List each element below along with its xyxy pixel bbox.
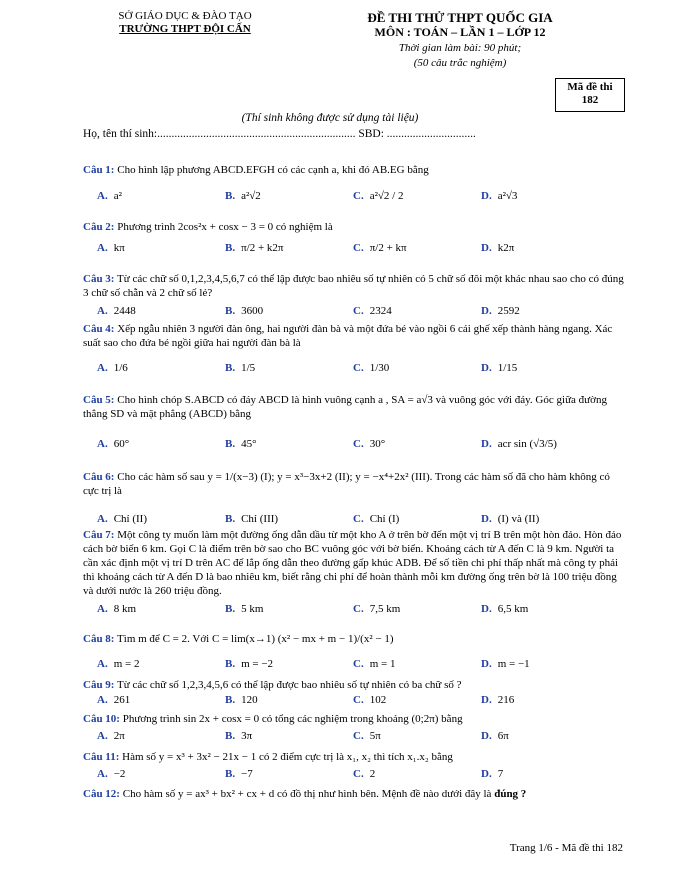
- option-b[interactable]: B. 45°: [225, 438, 257, 450]
- option-d[interactable]: D. 1/15: [481, 362, 518, 374]
- question-number: Câu 1:: [83, 164, 115, 176]
- question-6-options: [97, 513, 627, 529]
- exam-duration: Thời gian làm bài: 90 phút;: [398, 42, 522, 54]
- option-a[interactable]: A. 2448: [97, 305, 136, 317]
- exam-title: ĐỀ THI THỬ THPT QUỐC GIA: [367, 10, 553, 25]
- option-b[interactable]: B. Chỉ (III): [225, 513, 279, 525]
- option-d[interactable]: D. a²√3: [481, 190, 518, 202]
- question-number: Câu 4:: [83, 323, 115, 335]
- question-emphasis: đúng ?: [494, 788, 527, 800]
- exam-code-box: [555, 78, 625, 112]
- question-text: Cho hình chóp S.ABCD có đáy ABCD là hình vuông cạnh a , SA = a√3 và vuông góc với đáy. Góc giữa đường thẳng SD và mặt phẳng (ABCD) bằng: [83, 394, 607, 420]
- question-10: [83, 712, 627, 726]
- question-text: Phương trình sin 2x + cosx = 0 có tổng các nghiệm trong khoảng (0;2π) bằng: [122, 713, 463, 725]
- question-4: [83, 322, 627, 350]
- option-d[interactable]: D. (I) và (II): [481, 513, 540, 525]
- question-11: [83, 750, 627, 764]
- question-number: Câu 5:: [83, 394, 115, 406]
- option-b[interactable]: B. a²√2: [225, 190, 261, 202]
- option-b[interactable]: B. 120: [225, 694, 258, 706]
- option-a[interactable]: A. kπ: [97, 242, 125, 254]
- question-1-options: [97, 190, 627, 206]
- question-12: [83, 787, 627, 801]
- option-c[interactable]: C. 2324: [353, 305, 392, 317]
- question-5: [83, 393, 627, 421]
- question-11-options: [97, 768, 627, 784]
- option-c[interactable]: C. π/2 + kπ: [353, 242, 407, 254]
- question-number: Câu 3:: [83, 273, 115, 285]
- exam-code-value: 182: [581, 94, 599, 106]
- option-b[interactable]: B. 3π: [225, 730, 253, 742]
- question-2-options: [97, 242, 627, 258]
- option-a[interactable]: A. −2: [97, 768, 126, 780]
- option-c[interactable]: C. Chỉ (I): [353, 513, 400, 525]
- org-line-2: TRƯỜNG THPT ĐỘI CẤN: [119, 23, 251, 35]
- option-a[interactable]: A. 2π: [97, 730, 125, 742]
- question-4-options: [97, 362, 627, 378]
- question-text: Cho hình lập phương ABCD.EFGH có các cạnh a, khi đó AB.EG bằng: [117, 164, 429, 176]
- question-number: Câu 8:: [83, 633, 115, 645]
- option-d[interactable]: D. 6,5 km: [481, 603, 529, 615]
- question-text: Phương trình 2cos²x + cosx − 3 = 0 có nghiệm là: [117, 221, 333, 233]
- question-text: Một công ty muốn làm một đường ống dẫn dầu từ một kho A ở trên bờ đến một vị trí B trên một hòn đảo. Hòn đảo cách bờ biển 6 km. Gọi C là điểm trên bờ sao cho BC vuông góc với bờ biển. Khoảng cách từ A đến C là 9 km. Người ta cần xác định một vị trí D trên AC để lắp ống dẫn theo đường gấp khúc ADB. Để số tiền chi phí thấp nhất mà công ty phải thì khoảng cách từ A đến D là bao nhiêu km, biết rằng chi phí để hoàn thành mỗi km đường ống trên bờ là 100 triệu đồng và dưới nước là 260 triệu đồng.: [83, 529, 622, 597]
- option-d[interactable]: D. acr sin (√3/5): [481, 438, 557, 450]
- question-3-options: [97, 305, 627, 321]
- exam-note: (Thí sinh không được sử dụng tài liệu): [241, 112, 419, 124]
- question-3: [83, 272, 627, 300]
- option-c[interactable]: C. 2: [353, 768, 376, 780]
- exam-subject: MÔN : TOÁN – LẦN 1 – LỚP 12: [374, 25, 546, 39]
- candidate-line: Họ, tên thí sinh:..................................................................... SBD: ...............................: [83, 128, 476, 140]
- page-footer: Trang 1/6 - Mã đề thi 182: [509, 842, 623, 854]
- option-d[interactable]: D. 2592: [481, 305, 520, 317]
- question-text: Từ các chữ số 0,1,2,3,4,5,6,7 có thể lập được bao nhiêu số tự nhiên có 5 chữ số đôi một khác nhau sao cho có đúng 3 chữ số chẵn và 2 chữ số lẻ?: [83, 273, 624, 299]
- option-a[interactable]: A. a²: [97, 190, 122, 202]
- question-8: [83, 632, 627, 646]
- question-7-options: [97, 603, 627, 619]
- option-c[interactable]: C. 1/30: [353, 362, 390, 374]
- question-number: Câu 7:: [83, 529, 115, 541]
- question-number: Câu 10:: [83, 713, 120, 725]
- question-text: Hàm số y = x³ + 3x² − 21x − 1 có 2 điểm cực trị là x₁, x₂ thì tích x₁.x₂ bằng: [122, 751, 453, 763]
- question-10-options: [97, 730, 627, 746]
- option-d[interactable]: D. 216: [481, 694, 515, 706]
- question-text: Từ các chữ số 1,2,3,4,5,6 có thể lập được bao nhiêu số tự nhiên có ba chữ số ?: [117, 679, 462, 691]
- question-count: (50 câu trắc nghiệm): [413, 57, 507, 69]
- option-c[interactable]: C. 5π: [353, 730, 381, 742]
- question-number: Câu 9:: [83, 679, 115, 691]
- option-a[interactable]: A. 261: [97, 694, 131, 706]
- option-c[interactable]: C. 30°: [353, 438, 386, 450]
- option-b[interactable]: B. π/2 + k2π: [225, 242, 284, 254]
- option-a[interactable]: A. m = 2: [97, 658, 140, 670]
- option-a[interactable]: A. 8 km: [97, 603, 137, 615]
- option-a[interactable]: A. 60°: [97, 438, 130, 450]
- option-a[interactable]: A. 1/6: [97, 362, 128, 374]
- option-c[interactable]: C. 102: [353, 694, 387, 706]
- option-d[interactable]: D. 6π: [481, 730, 509, 742]
- question-8-options: [97, 658, 627, 674]
- option-c[interactable]: C. 7,5 km: [353, 603, 401, 615]
- question-text: Cho các hàm số sau y = 1/(x−3) (I); y = x³−3x+2 (II); y = −x⁴+2x² (III). Trong các hàm số đã cho hàm không có cực trị là: [83, 471, 610, 497]
- option-b[interactable]: B. −7: [225, 768, 253, 780]
- org-line-1: SỞ GIÁO DỤC & ĐÀO TẠO: [118, 10, 252, 22]
- question-9: [83, 678, 627, 692]
- option-d[interactable]: D. m = −1: [481, 658, 530, 670]
- option-d[interactable]: D. k2π: [481, 242, 515, 254]
- question-text: Xếp ngẫu nhiên 3 người đàn ông, hai người đàn bà và một đứa bé vào ngồi 6 cái ghế xếp thành hàng ngang. Xác suất sao cho đứa bé ngồi giữa hai người đàn bà là: [83, 323, 613, 349]
- question-number: Câu 6:: [83, 471, 115, 483]
- question-1: [83, 163, 627, 177]
- option-c[interactable]: C. a²√2 / 2: [353, 190, 404, 202]
- option-b[interactable]: B. m = −2: [225, 658, 274, 670]
- question-text: Cho hàm số y = ax³ + bx² + cx + d có đồ thị như hình bên. Mệnh đề nào dưới đây là: [122, 788, 492, 800]
- question-number: Câu 2:: [83, 221, 115, 233]
- exam-code-label: Mã đề thi: [567, 81, 613, 93]
- question-number: Câu 12:: [83, 788, 120, 800]
- question-text: Tìm m để C = 2. Với C = lim(x→1) (x² − mx + m − 1)/(x² − 1): [117, 633, 394, 645]
- question-5-options: [97, 438, 627, 454]
- question-9-options: [97, 694, 627, 710]
- question-number: Câu 11:: [83, 751, 120, 763]
- question-6: [83, 470, 627, 498]
- question-7: [83, 528, 627, 598]
- option-b[interactable]: B. 5 km: [225, 603, 264, 615]
- option-b[interactable]: B. 1/5: [225, 362, 256, 374]
- option-b[interactable]: B. 3600: [225, 305, 264, 317]
- option-a[interactable]: A. Chỉ (II): [97, 513, 147, 525]
- question-2: [83, 220, 627, 234]
- option-c[interactable]: C. m = 1: [353, 658, 396, 670]
- option-d[interactable]: D. 7: [481, 768, 504, 780]
